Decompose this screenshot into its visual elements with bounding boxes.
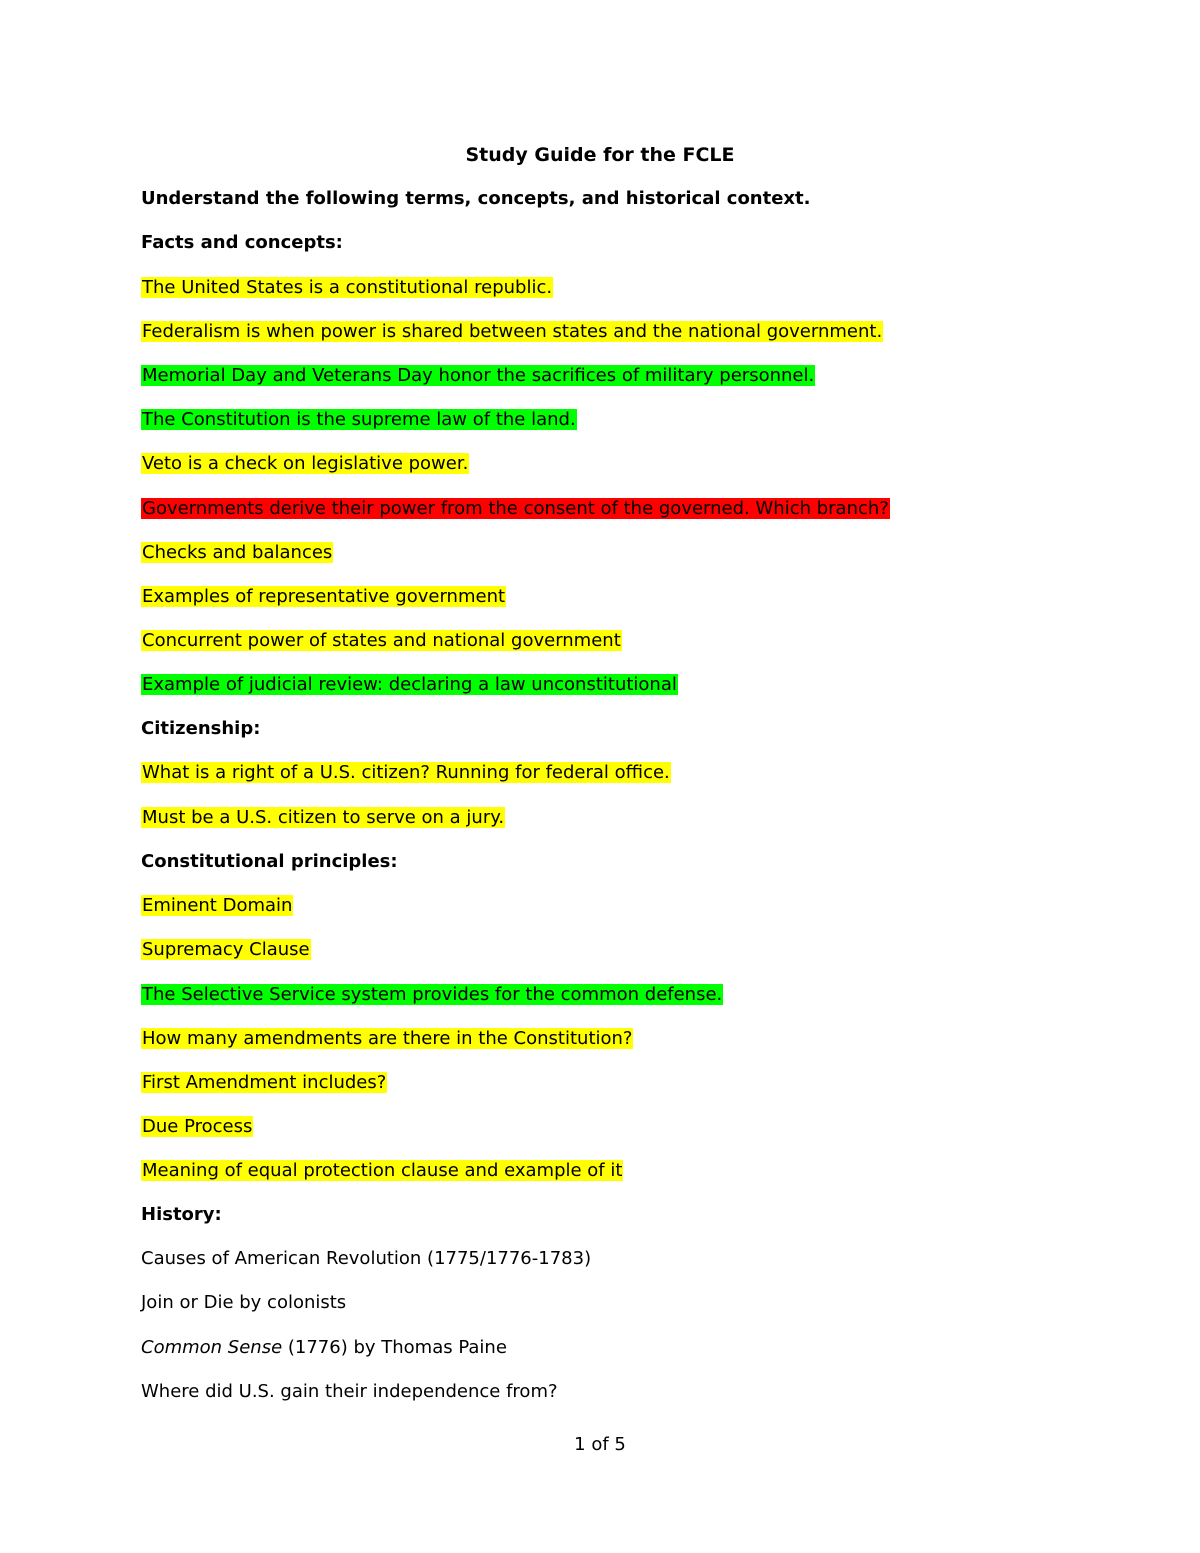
list-item: [141, 1071, 387, 1094]
highlighted-text: Example of judicial review: declaring a law unconstitutional: [142, 674, 677, 695]
list-item: [141, 673, 678, 696]
highlighted-text: Governments derive their power from the consent of the governed. Which branch?: [142, 498, 889, 519]
list-item: [141, 1115, 253, 1138]
list-item: [141, 938, 311, 961]
history-item: Causes of American Revolution (1775/1776-1783): [141, 1248, 592, 1269]
list-item: [141, 276, 553, 299]
highlighted-text: Federalism is when power is shared between states and the national government.: [142, 321, 883, 342]
highlighted-text: Due Process: [142, 1116, 253, 1137]
history-heading: History:: [141, 1204, 222, 1225]
list-item: [141, 541, 333, 564]
page-number: 1 of 5: [574, 1434, 626, 1455]
history-item-text: (1776) by Thomas Paine: [282, 1337, 507, 1358]
list-item: [141, 806, 505, 829]
list-item: [141, 983, 723, 1006]
highlighted-text: Meaning of equal protection clause and example of it: [142, 1160, 623, 1181]
list-item: [141, 761, 671, 784]
list-item: [141, 452, 469, 475]
book-title: Common Sense: [141, 1337, 283, 1358]
list-item: [141, 629, 622, 652]
highlighted-text: How many amendments are there in the Constitution?: [142, 1028, 633, 1049]
highlighted-text: Veto is a check on legislative power.: [142, 453, 469, 474]
highlighted-text: Concurrent power of states and national government: [142, 630, 621, 651]
highlighted-text: Eminent Domain: [142, 895, 293, 916]
highlighted-text: The Constitution is the supreme law of the land.: [142, 409, 576, 430]
highlighted-text: What is a right of a U.S. citizen? Running for federal office.: [142, 762, 670, 783]
list-item: [141, 364, 815, 387]
citizenship-heading: Citizenship:: [141, 718, 261, 739]
highlighted-text: Memorial Day and Veterans Day honor the sacrifices of military personnel.: [142, 365, 815, 386]
list-item: [141, 894, 293, 917]
highlighted-text: Must be a U.S. citizen to serve on a jury.: [142, 807, 505, 828]
history-item: [141, 1336, 507, 1359]
highlighted-text: The Selective Service system provides for the common defense.: [142, 984, 723, 1005]
document-title: Study Guide for the FCLE: [465, 144, 735, 166]
highlighted-text: Supremacy Clause: [142, 939, 310, 960]
list-item: [141, 1159, 623, 1182]
history-item: Where did U.S. gain their independence from?: [141, 1381, 558, 1402]
highlighted-text: Checks and balances: [142, 542, 333, 563]
highlighted-text: The United States is a constitutional republic.: [142, 277, 553, 298]
highlighted-text: Examples of representative government: [142, 586, 506, 607]
list-item: [141, 408, 577, 431]
facts-heading: Facts and concepts:: [141, 232, 343, 253]
intro-heading: Understand the following terms, concepts, and historical context.: [141, 188, 811, 209]
list-item: [141, 320, 883, 343]
history-item: Join or Die by colonists: [141, 1292, 347, 1313]
list-item: [141, 1027, 633, 1050]
list-item: [141, 585, 506, 608]
principles-heading: Constitutional principles:: [141, 851, 398, 872]
list-item: [141, 497, 890, 520]
highlighted-text: First Amendment includes?: [142, 1072, 387, 1093]
